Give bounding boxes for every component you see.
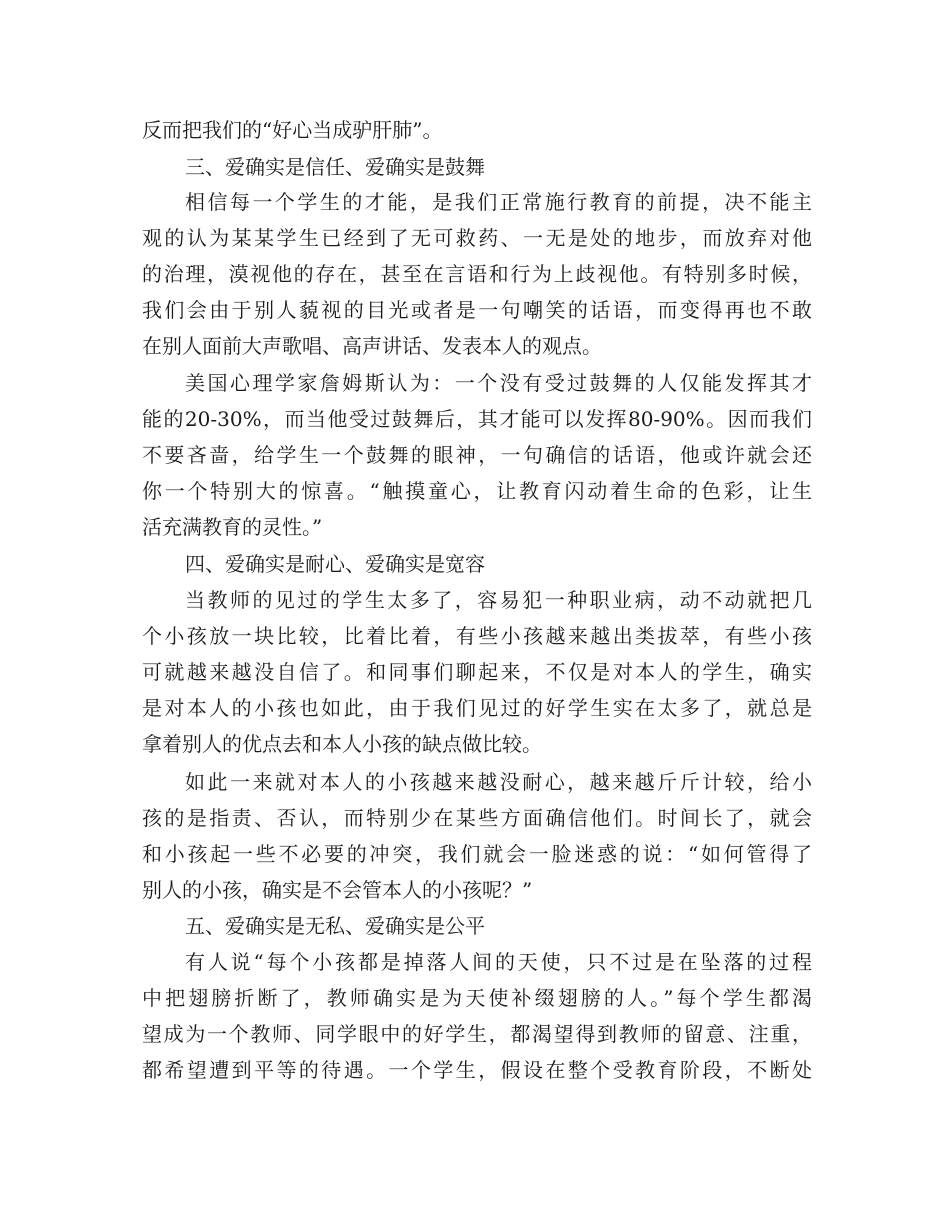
section-heading: 四、爱确实是耐心、爱确实是宽容 [185, 552, 485, 576]
text-line: 别人的小孩，确实是不会管本人的小孩呢？” [142, 878, 533, 902]
text-line: 拿着别人的优点去和本人小孩的缺点做比较。 [142, 732, 542, 756]
text-line: 当教师的见过的学生太多了，容易犯一种职业病，动不动就把几 [185, 588, 812, 612]
text-line: 个小孩放一块比较，比着比着，有些小孩越来越出类拔萃，有些小孩 [142, 624, 812, 648]
text-line: 和小孩起一些不必要的冲突，我们就会一脸迷惑的说：“如何管得了 [142, 842, 812, 866]
text-line: 反而把我们的“好心当成驴肝肺”。 [142, 118, 443, 142]
section-heading: 三、爱确实是信任、爱确实是鼓舞 [185, 155, 485, 179]
text-line: 望成为一个教师、同学眼中的好学生，都渴望得到教师的留意、注重， [142, 1022, 812, 1046]
text-line: 不要吝啬，给学生一个鼓舞的眼神，一句确信的话语，他或许就会还 [142, 443, 812, 467]
text-line: 相信每一个学生的才能，是我们正常施行教育的前提，决不能主 [185, 190, 812, 214]
text-line: 是对本人的小孩也如此，由于我们见过的好学生实在太多了，就总是 [142, 696, 812, 720]
text-line: 都希望遭到平等的待遇。一个学生，假设在整个受教育阶段，不断处 [142, 1058, 812, 1082]
text-line: 可就越来越没自信了。和同事们聊起来，不仅是对本人的学生，确实 [142, 660, 812, 684]
text-line: 如此一来就对本人的小孩越来越没耐心，越来越斤斤计较，给小 [185, 770, 812, 794]
text-line: 在别人面前大声歌唱、高声讲话、发表本人的观点。 [142, 334, 602, 358]
section-heading: 五、爱确实是无私、爱确实是公平 [185, 914, 485, 938]
text-line: 能的20-30%，而当他受过鼓舞后，其才能可以发挥80-90%。因而我们 [142, 407, 812, 431]
text-line: 观的认为某某学生已经到了无可救药、一无是处的地步，而放弃对他 [142, 226, 812, 250]
text-line: 中把翅膀折断了，教师确实是为天使补缀翅膀的人。”每个学生都渴 [142, 986, 812, 1010]
text-line: 活充满教育的灵性。” [142, 515, 323, 539]
text-line: 孩的是指责、否认，而特别少在某些方面确信他们。时间长了，就会 [142, 806, 812, 830]
text-line: 美国心理学家詹姆斯认为：一个没有受过鼓舞的人仅能发挥其才 [185, 371, 812, 395]
text-line: 你一个特别大的惊喜。“触摸童心，让教育闪动着生命的色彩，让生 [142, 479, 812, 503]
text-line: 有人说“每个小孩都是掉落人间的天使，只不过是在坠落的过程 [185, 950, 812, 974]
text-line: 我们会由于别人藐视的目光或者是一句嘲笑的话语，而变得再也不敢 [142, 298, 812, 322]
text-line: 的治理，漠视他的存在，甚至在言语和行为上歧视他。有特别多时候， [142, 262, 812, 286]
